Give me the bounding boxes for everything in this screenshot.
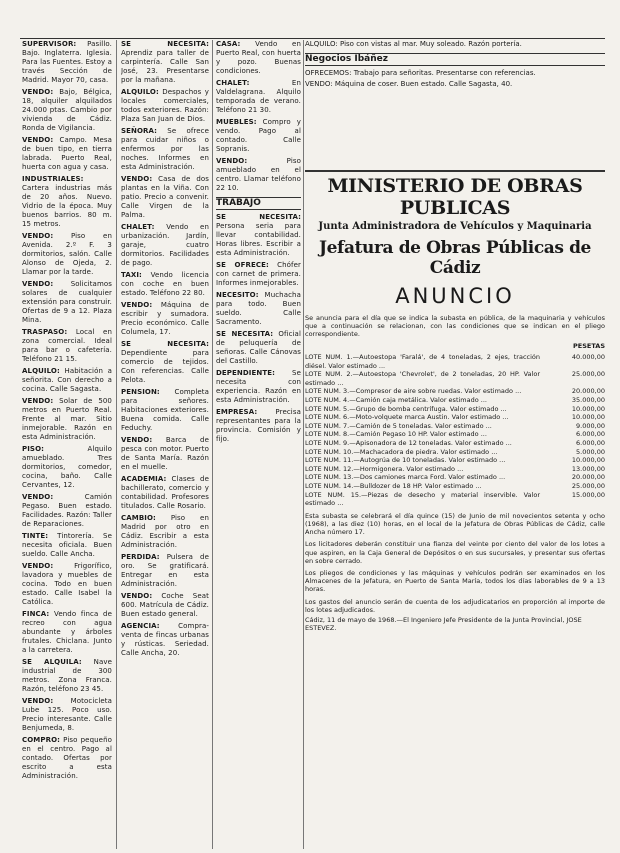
lot-amount: 20.000,00 [571, 387, 605, 396]
signature: Cádiz, 11 de mayo de 1968.—El Ingeniero Jefe Presidente de la Junta Provincial, JOSE ESTEVEZ. [305, 615, 582, 632]
announcement-paragraph: Esta subasta se celebrará el día quince (15) de Junio de mil novecientos setenta y ocho (1968), a las diez (10) horas, en el local de la Jefatura de Obras Públicas de Cádiz, calle Ancha número 17. [305, 511, 605, 537]
classified-ad [22, 493, 112, 529]
ad-heading: EMPRESA: [216, 408, 258, 416]
ad-heading: SEÑORA: [121, 127, 158, 135]
classified-ad [121, 127, 209, 172]
ad-text: Campo. Mesa de buen tipo, en tierra labrada. Puerto Real, huerta con agua y casa. [22, 136, 112, 171]
classified-ad [216, 291, 301, 327]
lot-description: LOTE NUM. 4.—Camión caja metálica. Valor estimado ... [305, 395, 487, 404]
classified-ad [121, 436, 209, 472]
classified-ad [22, 136, 112, 172]
ad-heading: SE ALQUILA: [22, 658, 82, 666]
lot-description: LOTE NUM. 8.—Camión Pegaso 10 HP. Valor estimado ... [305, 430, 487, 439]
ad-text: Dependiente para comercio de tejidos. Con referencias. Calle Pelota. [121, 349, 209, 384]
ad-text: Vendo en urbanización. Jardín, garaje, cuatro dormitorios. Facilidades de pago. [121, 223, 209, 267]
ad-heading: VENDO: [121, 436, 153, 444]
ad-text: Muchacha para todo. Buen sueldo. Calle Sacramento. [216, 291, 301, 326]
ad-heading: CAMBIO: [121, 514, 156, 522]
top-rule [20, 38, 605, 39]
ad-heading: VENDO: [305, 80, 333, 88]
classified-ad [121, 475, 209, 511]
lot-description: LOTE NUM. 3.—Compresor de aire sobre ruedas. Valor estimado ... [305, 387, 522, 396]
ad-text: Tintorería. Se necesita oficiala. Buen sueldo. Calle Ancha. [22, 532, 112, 558]
classified-ad [22, 445, 112, 490]
lot-amount: 5.000,00 [576, 447, 605, 456]
announcement-body [305, 512, 605, 614]
announcement-top-rule [305, 170, 605, 172]
ad-heading: ALQUILO: [121, 88, 159, 96]
classifieds-group-b [216, 197, 301, 444]
classified-ad [22, 232, 112, 277]
ad-heading: ALQUILO: [305, 40, 338, 48]
classified-ad [305, 40, 605, 49]
classified-ad [22, 280, 112, 325]
ad-heading: VENDO: [121, 301, 153, 309]
classified-ad [121, 514, 209, 550]
ad-heading: VENDO: [22, 493, 54, 501]
ad-text: Alquilo amueblado. Tres dormitorios, comedor, cocina, baño. Calle Cervantes, 12. [22, 445, 112, 489]
ad-heading: VENDO: [22, 562, 54, 570]
ad-heading: FINCA: [22, 610, 50, 618]
lot-row [305, 430, 605, 439]
ad-heading: MUEBLES: [216, 118, 257, 126]
ad-text: Despachos y locales comerciales, todos exteriores. Razón: Plaza San Juan de Dios. [121, 88, 209, 123]
ad-text: Piso en Madrid por otro en Cádiz. Escribir a esta Administración. [121, 514, 209, 549]
ad-text: Aprendiz para taller de carpintería. Calle San José, 23. Presentarse por la mañana. [121, 49, 209, 84]
ad-text: Oficial de peluquería de señoras. Calle Cánovas del Castillo. [216, 330, 301, 365]
ad-text: Se necesita con experiencia. Razón en esta Administración. [216, 369, 301, 404]
ad-text: Coche Seat 600. Matrícula de Cádiz. Buen estado general. [121, 592, 209, 618]
ad-heading: SE OFRECE: [216, 261, 269, 269]
anuncio-title: ANUNCIO [395, 284, 515, 308]
lot-row [305, 465, 605, 474]
ad-heading: VENDO: [22, 136, 54, 144]
lot-amount: 10.000,00 [571, 413, 605, 422]
announcement-paragraph: Los pliegos de condiciones y las máquinas y vehículos podrán ser examinados en los Almacenes de la Jefatura, en Puerto de Santa María, todos los días laborables de 9 a 13 horas. [305, 568, 605, 594]
classified-ad [22, 562, 112, 607]
ad-text: Vendo licencia con coche en buen estado. Teléfono 22 80. [121, 271, 209, 297]
ad-heading: VENDO: [22, 397, 54, 405]
ad-heading: DEPENDIENTE: [216, 369, 275, 377]
section-title: TRABAJO [216, 197, 301, 210]
ad-text: En Valdelagrana. Alquilo temporada de verano. Teléfono 21 30. [216, 79, 301, 114]
ad-heading: ALQUILO: [22, 367, 60, 375]
classifieds-column-3 [216, 40, 301, 840]
ad-text: Vendo en Puerto Real, con huerta y pozo. Buenas condiciones. [216, 40, 301, 75]
classified-ad [216, 157, 301, 193]
ad-text: Solar de 500 metros en Puerto Real. Frente al mar. Sitio inmejorable. Razón en esta Administración. [22, 397, 112, 441]
column-divider [303, 40, 304, 849]
ad-text: Compra-venta de fincas urbanas y rústicas. Seriedad. Calle Ancha, 20. [121, 622, 209, 657]
classified-ad [121, 553, 209, 589]
lot-description: LOTE NUM. 1.—Autoestopa 'Faralá', de 4 toneladas, 2 ejes, tracción diésel. Valor estimado ... [305, 353, 540, 370]
classified-ad [121, 340, 209, 385]
ad-text: Clases de bachillerato, comercio y contabilidad. Profesores titulados. Calle Rosario. [121, 475, 209, 510]
classified-ad [121, 388, 209, 433]
lots-list [305, 353, 605, 508]
ad-text: Frigorífico, lavadora y muebles de cocina. Todo en buen estado. Calle Isabel la Católica. [22, 562, 112, 606]
lot-amount: 6.000,00 [576, 438, 605, 447]
classified-ad [121, 592, 209, 619]
lot-amount: 10.000,00 [571, 456, 605, 465]
ad-text: Máquina de escribir y sumadora. Precio económico. Calle Columela, 17. [121, 301, 209, 336]
ad-heading: SE NECESITA: [216, 213, 301, 221]
ad-text: Motocicleta Lube 125. Poco uso. Precio interesante. Calle Benjumeda, 8. [22, 697, 112, 732]
classified-ad [121, 223, 209, 268]
lot-amount: 6.000,00 [576, 430, 605, 439]
public-works-announcement [305, 175, 605, 638]
lot-description: LOTE NUM. 13.—Dos camiones marca Ford. Valor estimado ... [305, 473, 506, 482]
lot-row [305, 482, 605, 491]
classified-ad [121, 301, 209, 337]
pesetas-label: PESETAS [573, 342, 605, 350]
lot-amount: 35.000,00 [571, 395, 605, 404]
classified-ad [22, 88, 112, 133]
lot-description: LOTE NUM. 6.—Moto-volquete marca Austin. Valor estimado ... [305, 413, 509, 422]
lot-description: LOTE NUM. 10.—Machacadora de piedra. Valor estimado ... [305, 447, 498, 456]
classified-ad [305, 69, 605, 78]
lot-row [305, 422, 605, 431]
classified-ad [305, 80, 605, 89]
lot-row [305, 491, 605, 508]
jefatura-heading: Jefatura de Obras Públicas de Cádiz [319, 238, 591, 278]
section-title: Negocios Ibáñez [305, 53, 605, 66]
classified-ad [22, 736, 112, 781]
ad-heading: COMPRO: [22, 736, 61, 744]
classified-ad [22, 610, 112, 655]
ad-heading: CHALET: [121, 223, 155, 231]
classified-ad [121, 40, 209, 85]
ad-heading: VENDO: [216, 157, 248, 165]
lot-description: LOTE NUM. 5.—Grupo de bomba centrífuga. Valor estimado ... [305, 404, 507, 413]
ad-heading: VENDO: [22, 88, 54, 96]
ad-text: Local en zona comercial. Ideal para bar o cafetería. Teléfono 21 15. [22, 328, 112, 363]
lot-row [305, 413, 605, 422]
ad-text: Completa para señores. Habitaciones exteriores. Buena comida. Calle Feduchy. [121, 388, 209, 432]
ministry-heading: MINISTERIO DE OBRAS PUBLICAS [327, 175, 583, 219]
lot-description: LOTE NUM. 9.—Apisonadora de 12 toneladas. Valor estimado ... [305, 438, 512, 447]
ad-text: Bajo, Bélgica, 18, alquiler alquilados 24.000 ptas. Cambio por vivienda de Cádiz. Ronda de Vigilancia. [22, 88, 112, 132]
lot-description: LOTE NUM. 12.—Hormigonera. Valor estimado ... [305, 464, 464, 473]
ad-heading: PENSION: [121, 388, 160, 396]
lot-row [305, 396, 605, 405]
top-classifieds-box [305, 40, 605, 165]
lot-amount: 13.000,00 [571, 464, 605, 473]
lot-row [305, 405, 605, 414]
classified-ad [216, 79, 301, 115]
lot-amount: 25.000,00 [571, 370, 605, 379]
classified-ad [121, 175, 209, 220]
classified-ad [22, 328, 112, 364]
junta-subheading: Junta Administradora de Vehículos y Maquinaria [318, 221, 592, 232]
classified-ad [22, 658, 112, 694]
lot-description: LOTE NUM. 14.—Bulldozer de 18 HP. Valor estimado ... [305, 481, 482, 490]
classified-ad [216, 40, 301, 76]
lot-row [305, 353, 605, 370]
classified-ad [216, 261, 301, 288]
ad-text: Máquina de coser. Buen estado. Calle Sagasta, 40. [332, 80, 513, 88]
ad-text: Habitación a señorita. Con derecho a cocina. Calle Sagasta. [22, 367, 112, 393]
classified-ad [22, 697, 112, 733]
classified-ad [121, 622, 209, 658]
ad-heading: VENDO: [22, 697, 54, 705]
lot-row [305, 473, 605, 482]
ad-heading: TAXI: [121, 271, 142, 279]
announcement-intro: Se anuncia para el día que se indica la subasta en pública, de la maquinaria y vehículos que a continuación se relacionan, con las condiciones que se indican en el pliego correspondiente. [305, 314, 605, 338]
ad-heading: AGENCIA: [121, 622, 160, 630]
ad-heading: VENDO: [121, 592, 153, 600]
classified-ad [22, 175, 112, 229]
ad-heading: INDUSTRIALES: [22, 175, 84, 183]
lot-row [305, 456, 605, 465]
lot-row [305, 370, 605, 387]
ad-text: Solicitamos solares de cualquier extensión para construir. Ofertas de 9 a 12. Plaza Mina. [22, 280, 112, 324]
ad-heading: VENDO: [22, 280, 54, 288]
classifieds-column-1 [22, 40, 112, 840]
classifieds-column-2 [121, 40, 209, 840]
ad-text: Piso en Avenida. 2.º F. 3 dormitorios, salón. Calle Alonso de Ojeda, 2. Llamar por la tarde. [22, 232, 112, 276]
lot-amount: 10.000,00 [571, 404, 605, 413]
lot-row [305, 448, 605, 457]
classifieds-group-a [216, 40, 301, 193]
classified-ad [121, 88, 209, 124]
ad-heading: OFRECEMOS: [305, 69, 352, 77]
classified-ad [216, 408, 301, 444]
column-divider [116, 40, 117, 849]
ad-text: Pulsera de oro. Se gratificará. Entregar en esta Administración. [121, 553, 209, 588]
ad-text: Vendo finca de recreo con agua abundante y árboles frutales. Chiclana. Junto a la carretera. [22, 610, 112, 654]
lot-description: LOTE NUM. 11.—Autogrúa de 10 toneladas. Valor estimado ... [305, 456, 506, 465]
ad-heading: PERDIDA: [121, 553, 160, 561]
column-divider [212, 40, 213, 849]
ad-text: Chófer con carnet de primera. Informes inmejorables. [216, 261, 301, 287]
classified-ad [22, 367, 112, 394]
ad-heading: SE NECESITA: [121, 40, 209, 48]
ad-text: Trabajo para señoritas. Presentarse con referencias. [351, 69, 536, 77]
ad-text: Casa de dos plantas en la Viña. Con patio. Precio a convenir. Calle Virgen de la Palma. [121, 175, 209, 219]
ad-text: Nave industrial de 300 metros. Zona Franca. Razón, teléfono 23 45. [22, 658, 112, 693]
lot-description: LOTE NUM. 7.—Camión de 5 toneladas. Valor estimado ... [305, 421, 492, 430]
classified-ad [22, 532, 112, 559]
ad-text: Piso con vistas al mar. Muy soleado. Razón portería. [337, 40, 522, 48]
classified-ad [121, 271, 209, 298]
classified-ad [22, 40, 112, 85]
ad-text: Camión Pegaso. Buen estado. Facilidades. Razón: Taller de Reparaciones. [22, 493, 112, 528]
ad-heading: ACADEMIA: [121, 475, 167, 483]
ad-text: Compro y vendo. Pago al contado. Calle Sopranis. [216, 118, 301, 153]
classified-ad [216, 369, 301, 405]
ad-text: Precisa representantes para la provincia. Comisión y fijo. [216, 408, 301, 443]
ad-heading: CHALET: [216, 79, 250, 87]
ad-heading: PISO: [22, 445, 45, 453]
ad-heading: TINTE: [22, 532, 49, 540]
lot-description: LOTE NUM. 15.—Piezas de desecho y material inservible. Valor estimado ... [305, 490, 540, 508]
classified-ad [216, 118, 301, 154]
announcement-paragraph: Los gastos del anuncio serán de cuenta de los adjudicatarios en proporción al importe de los lotes adjudicados. [305, 597, 605, 614]
ad-text: Barca de pesca con motor. Puerto de Santa María. Razón en el muelle. [121, 436, 209, 471]
ad-text: Persona seria para llevar contabilidad. Horas libres. Escribir a esta Administración. [216, 222, 301, 257]
lot-amount: 9.000,00 [576, 421, 605, 430]
ad-text: Pasillo. Bajo. Inglaterra. Iglesia. Para las Fuentes. Estoy a través Sección de Madrid. Mayor 70, casa. [22, 40, 112, 84]
ad-heading: VENDO: [121, 175, 153, 183]
lot-amount: 40.000,00 [571, 353, 605, 361]
ad-heading: CASA: [216, 40, 241, 48]
announcement-paragraph: Los licitadores deberán constituir una fianza del veinte por ciento del valor de los lotes a que aspiren, en la Caja General de Depósitos o en sus sucursales, y presentar sus ofertas en sobre cerrado. [305, 540, 605, 565]
ad-heading: TRASPASO: [22, 328, 68, 336]
ad-text: Cartera industrias más de 20 años. Nuevo. Vidrio de la época. Muy buenos barrios. 80 m. 15 metros. [22, 184, 112, 228]
classified-ad [216, 213, 301, 258]
ad-heading: SUPERVISOR: [22, 40, 77, 48]
lot-description: LOTE NUM. 2.—Autoestopa 'Chevrolet', de 2 toneladas, 20 HP. Valor estimado ... [305, 370, 540, 387]
classified-ad [216, 330, 301, 366]
classified-ad [22, 397, 112, 442]
ad-text: Se ofrece para cuidar niños o enfermos por las noches. Informes en esta Administración. [121, 127, 209, 171]
ad-heading: VENDO: [22, 232, 54, 240]
lot-amount: 15.000,00 [571, 490, 605, 499]
lot-amount: 25.000,00 [571, 481, 605, 490]
lot-row [305, 387, 605, 396]
ad-heading: SE NECESITA: [216, 330, 274, 338]
ad-heading: SE NECESITA: [121, 340, 209, 348]
ad-text: Piso amueblado en el centro. Llamar teléfono 22 10. [216, 157, 301, 192]
ad-heading: NECESITO: [216, 291, 259, 299]
lot-row [305, 439, 605, 448]
ad-text: Piso pequeño en el centro. Pago al contado. Ofertas por escrito a esta Administración. [22, 736, 112, 780]
lot-amount: 20.000,00 [571, 473, 605, 482]
